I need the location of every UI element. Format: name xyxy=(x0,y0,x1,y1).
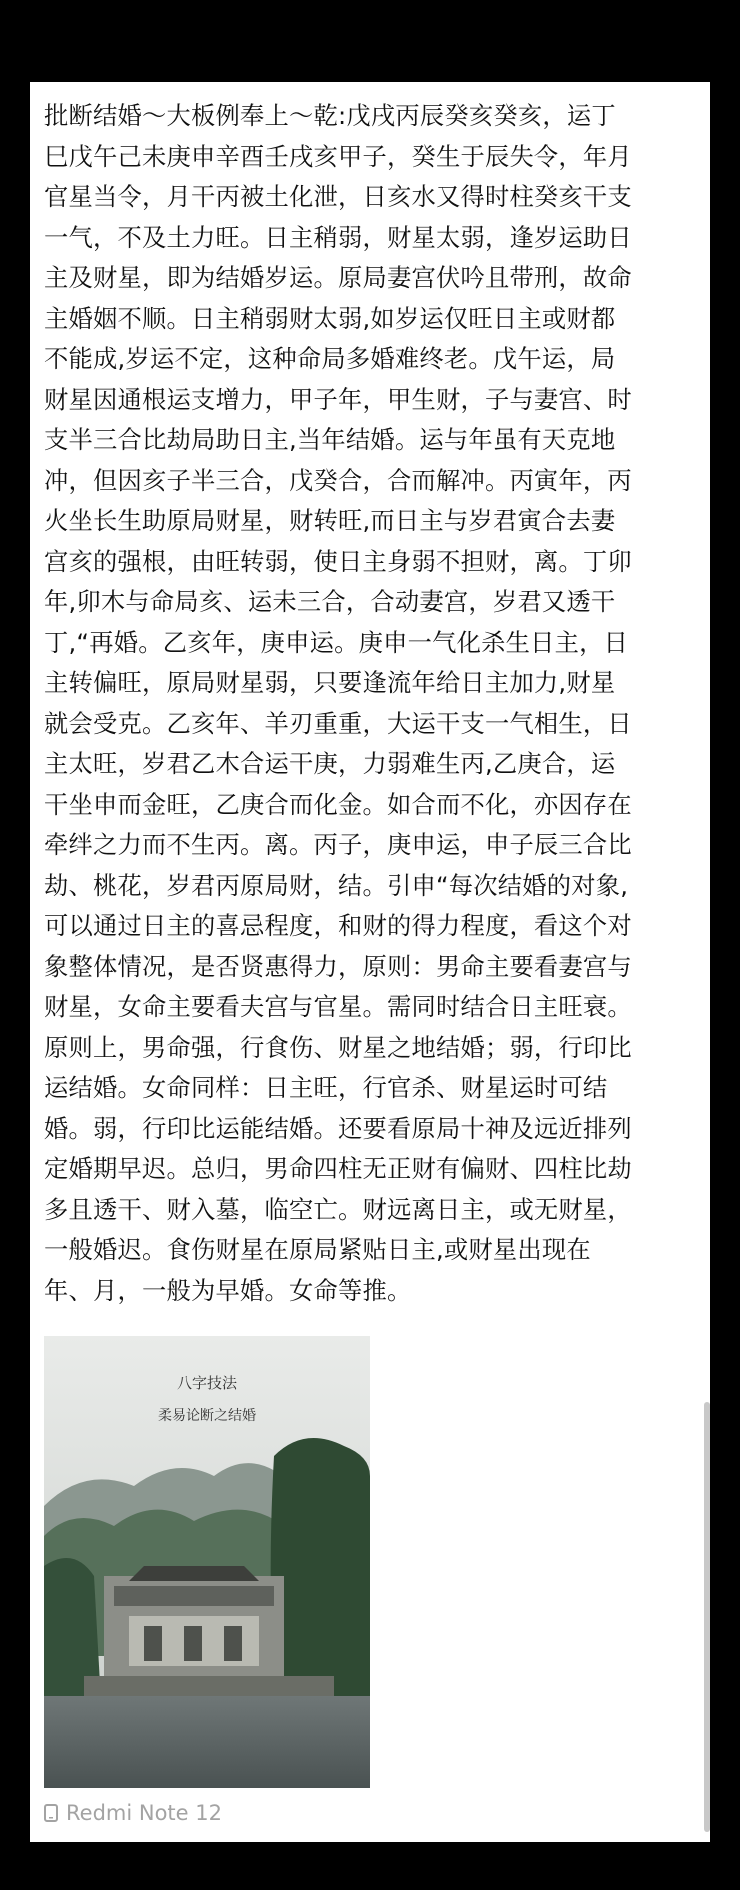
image-title: 八字技法 xyxy=(176,1374,238,1392)
temple-landscape-photo xyxy=(44,1336,370,1788)
post-text-line: 劫、桃花，岁君丙原局财，结。引申“每次结婚的对象, xyxy=(44,870,629,900)
post-text-line: 冲，但因亥子半三合，戊癸合，合而解冲。丙寅年，丙 xyxy=(44,465,632,495)
image-subtitle: 柔易论断之结婚 xyxy=(158,1408,256,1424)
post-text-line: 多且透干、财入墓，临空亡。财远离日主，或无财星， xyxy=(44,1194,632,1224)
post-text-line: 干坐申而金旺，乙庚合而化金。如合而不化，亦因存在 xyxy=(44,789,632,819)
post-text-line: 可以通过日主的喜忌程度，和财的得力程度，看这个对 xyxy=(44,911,632,940)
post-body-text xyxy=(44,96,704,1311)
phone-icon xyxy=(44,1804,58,1822)
post-text-line: 定婚期早迟。总归，男命四柱无正财有偏财、四柱比劫 xyxy=(44,1154,632,1183)
post-text-line: 主太旺，岁君乙木合运干庚，力弱难生丙,乙庚合，运 xyxy=(44,749,616,778)
device-label: Redmi Note 12 xyxy=(66,1801,222,1825)
post-text-line: 年,卯木与命局亥、运未三合，合动妻宫，岁君又透干 xyxy=(44,587,616,616)
post-text-line: 运结婚。女命同样：日主旺，行官杀、财星运时可结 xyxy=(44,1073,608,1102)
post-text-line: 宫亥的强根，由旺转弱，使日主身弱不担财，离。丁卯 xyxy=(44,546,632,576)
post-text-line: 牵绊之力而不生丙。离。丙子，庚申运，申子辰三合比 xyxy=(44,830,632,859)
post-text-line: 批断结婚～大板例奉上～乾:戊戌丙辰癸亥癸亥，运丁 xyxy=(44,101,616,130)
post-text-line: 一气，不及土力旺。日主稍弱，财星太弱，逢岁运助日 xyxy=(44,222,632,252)
post-text-line: 丁,“再婚。乙亥年，庚申运。庚申一气化杀生日主，日 xyxy=(44,627,629,657)
post-text-line: 原则上，男命强，行食伤、财星之地结婚；弱，行印比 xyxy=(44,1032,632,1062)
post-text-line: 火坐长生助原局财星，财转旺,而日主与岁君寅合去妻 xyxy=(44,506,616,535)
post-image[interactable] xyxy=(44,1336,370,1788)
scrollbar[interactable] xyxy=(704,1402,710,1832)
post-text-line: 财星，女命主要看夫宫与官星。需同时结合日主旺衰。 xyxy=(44,992,632,1021)
post-text-line: 就会受克。乙亥年、羊刃重重，大运干支一气相生，日 xyxy=(44,708,632,738)
post-text-line: 官星当令，月干丙被土化泄，日亥水又得时柱癸亥干支 xyxy=(44,182,632,211)
post-text-line: 象整体情况，是否贤惠得力，原则：男命主要看妻宫与 xyxy=(44,951,632,981)
post-text-line: 年、月，一般为早婚。女命等推。 xyxy=(44,1275,412,1305)
post-text-line: 主转偏旺，原局财星弱，只要逢流年给日主加力,财星 xyxy=(44,668,616,697)
post-text-line: 不能成,岁运不定，这种命局多婚难终老。戊午运，局 xyxy=(44,344,616,373)
device-tag xyxy=(44,1798,222,1828)
post-text-line: 财星因通根运支增力，甲子年，甲生财，子与妻宫、时 xyxy=(44,384,632,414)
post-text-line: 一般婚迟。食伤财星在原局紧贴日主,或财星出现在 xyxy=(44,1235,591,1264)
post-text-line: 主婚姻不顺。日主稍弱财太弱,如岁运仅旺日主或财都 xyxy=(44,303,616,333)
post-text-line: 主及财星，即为结婚岁运。原局妻宫伏吟且带刑，故命 xyxy=(44,263,632,292)
post-text-line: 巳戊午己未庚申辛酉壬戌亥甲子，癸生于辰失令，年月 xyxy=(44,141,632,171)
post-text-line: 婚。弱，行印比运能结婚。还要看原局十神及远近排列 xyxy=(44,1113,632,1143)
post-card xyxy=(30,82,710,1842)
post-text-line: 支半三合比劫局助日主,当年结婚。运与年虽有天克地 xyxy=(44,425,616,454)
